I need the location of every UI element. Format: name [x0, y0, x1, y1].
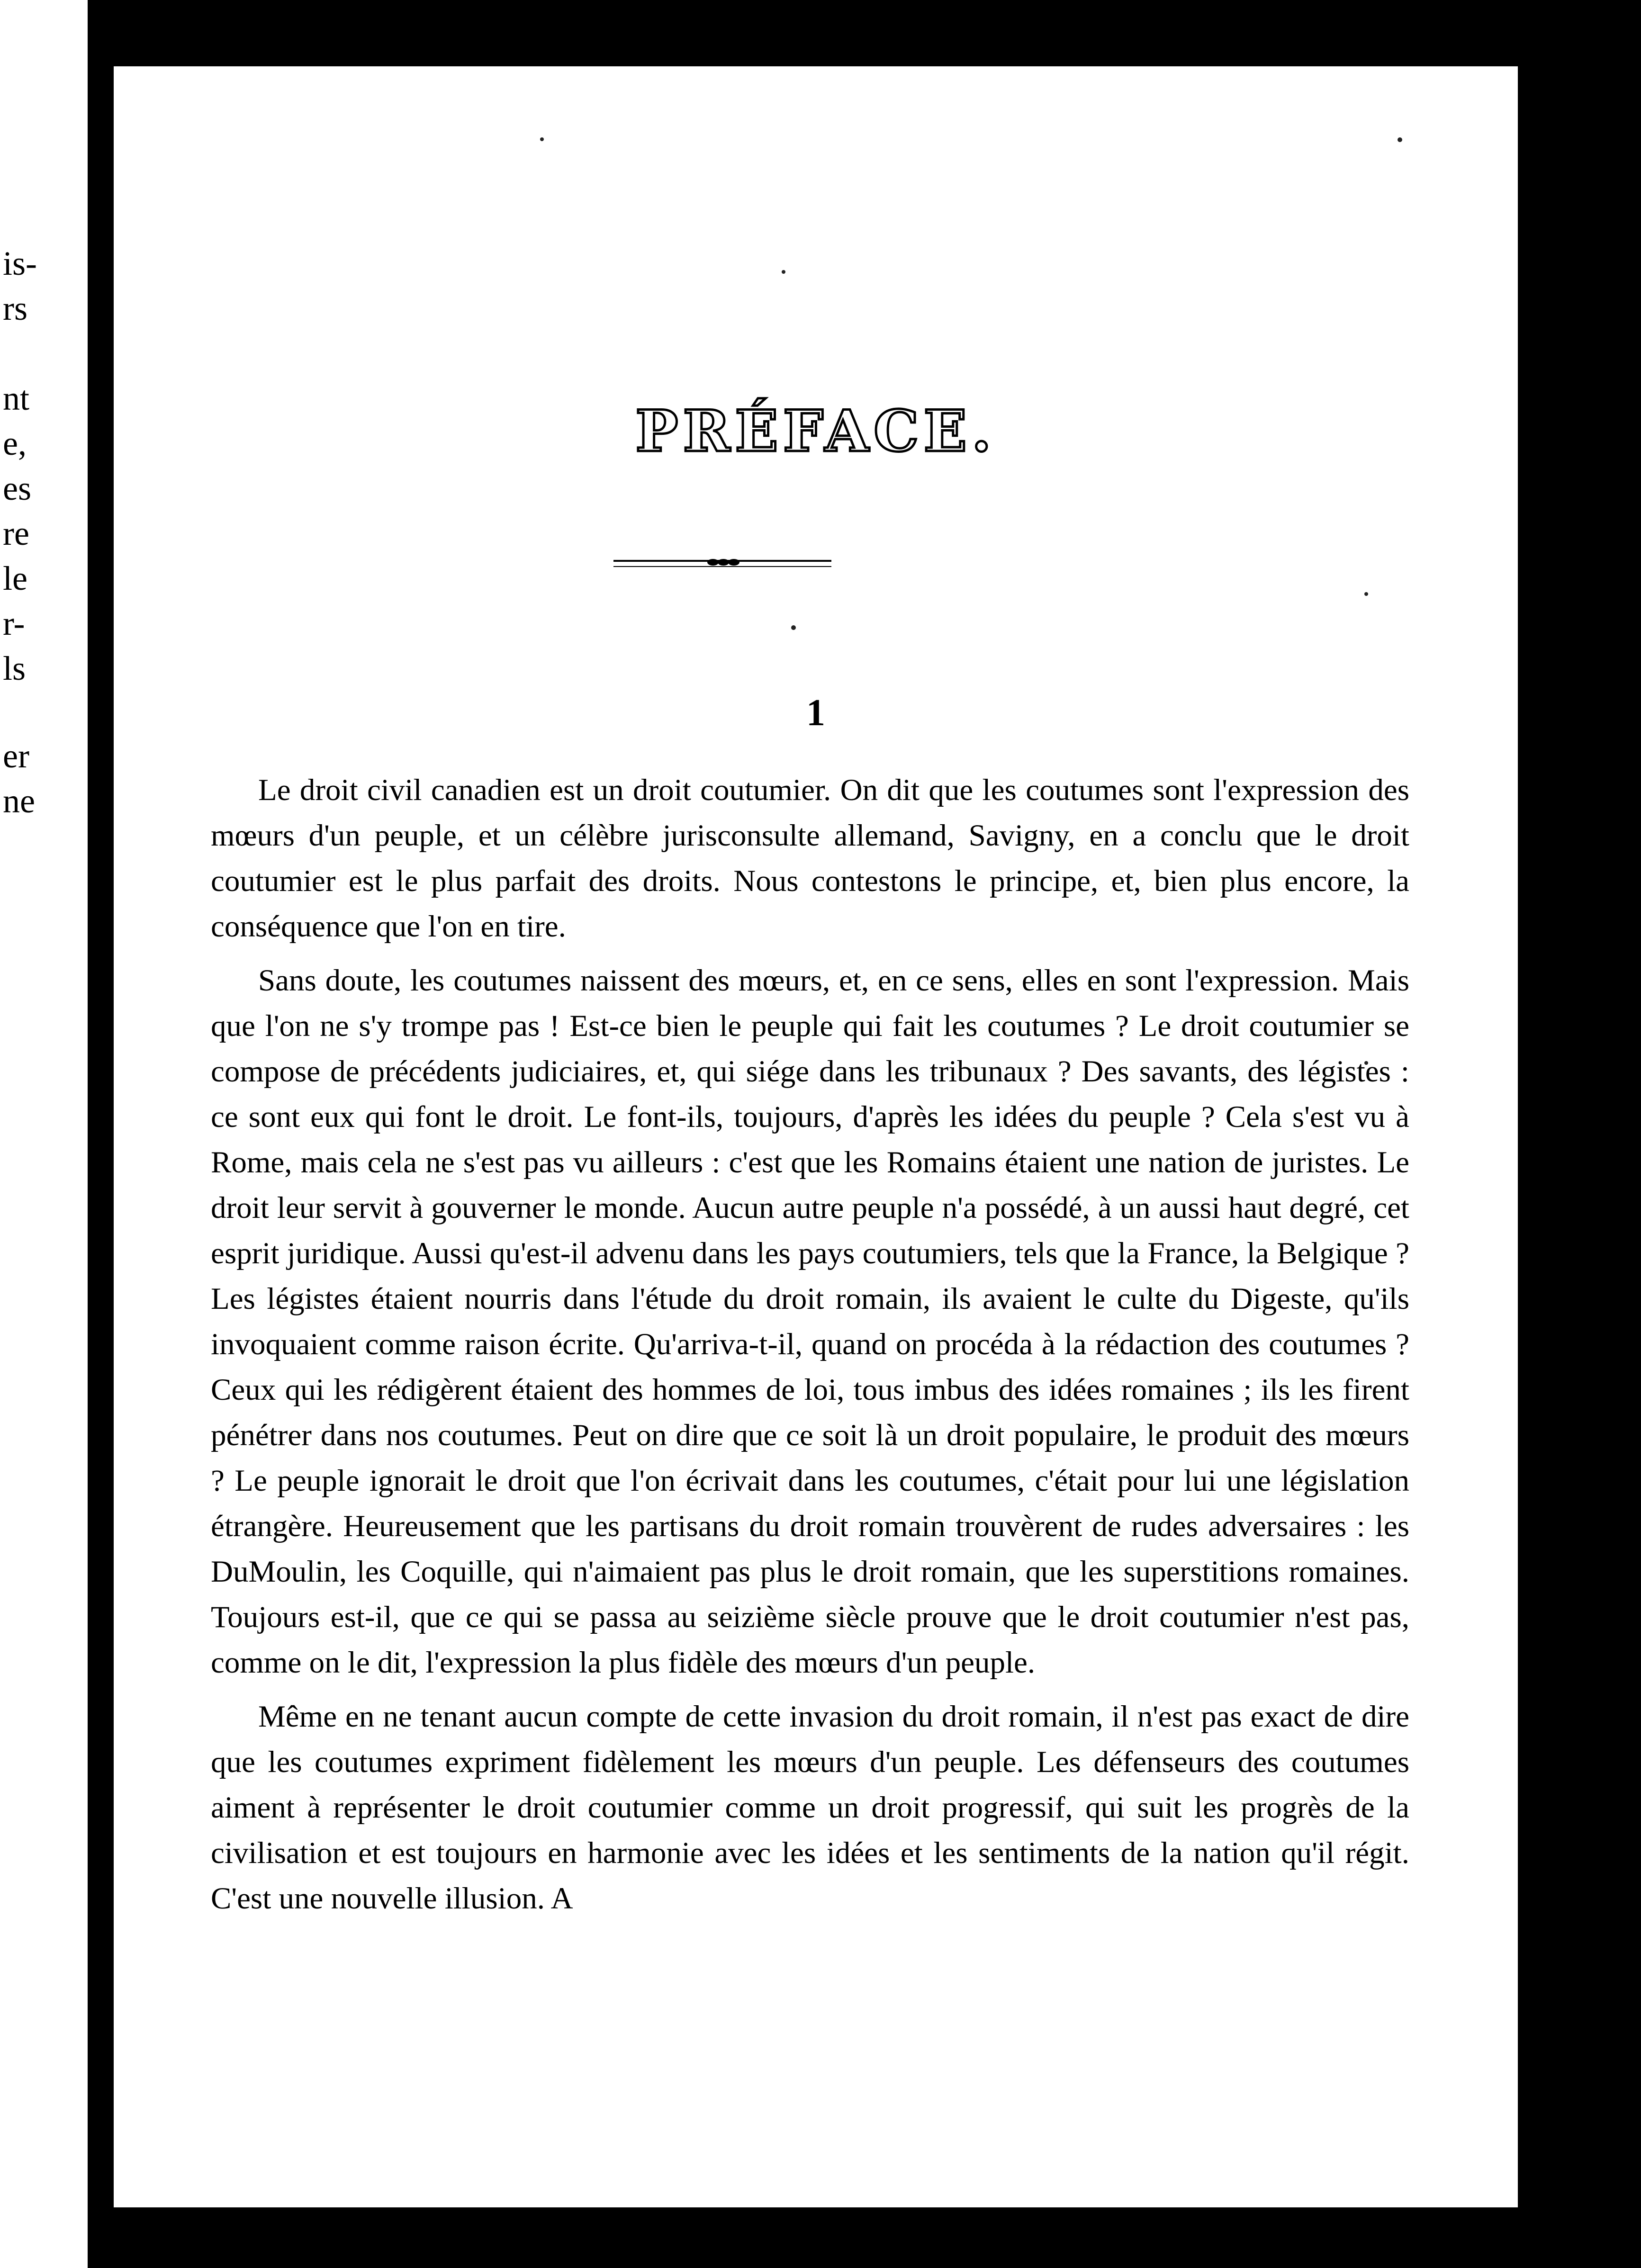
scan-speck [1364, 592, 1368, 596]
facing-line: r- [3, 604, 25, 642]
scan-speck [791, 625, 796, 630]
facing-line: es [3, 469, 31, 507]
facing-line: ne [3, 782, 35, 820]
facing-page-edge [0, 0, 88, 2268]
scan-speck [540, 137, 544, 141]
facing-line: re [3, 514, 29, 552]
facing-line: rs [3, 289, 27, 327]
paragraph: Sans doute, les coutumes naissent des mœurs, et, en ce sens, elles en sont l'expression. Mais que l'on ne s'y trompe pas ! Est-ce bien le peuple qui fait les coutumes ? Le droit coutumier se compose de précédents judiciaires, et, qui siége dans les tribunaux ? Des savants, des légistes : ce sont eux qui font le droit. Le font-ils, toujours, d'après les idées du peuple ? Cela s'est vu à Rome, mais cela ne s'est pas vu ailleurs : c'est que les Romains étaient une nation de juristes. Le droit leur servit à gouverner le monde. Aucun autre peuple n'a possédé, à un aussi haut degré, cet esprit juridique. Aussi qu'est-il advenu dans les pays coutumiers, tels que la France, la Belgique ? Les légistes étaient nourris dans l'étude du droit romain, ils avaient le culte du Digeste, qu'ils invoquaient comme raison écrite. Qu'arriva-t-il, quand on procéda à la rédaction des coutumes ? Ceux qui les rédigèrent étaient des hommes de loi, tous imbus des idées romaines ; ils les firent pénétrer dans nos coutumes. Peut on dire que ce soit là un droit populaire, le produit des mœurs ? Le peuple ignorait le droit que l'on écrivait dans les coutumes, c'était pour lui une législation étrangère. Heureusement que les partisans du droit romain trouvèrent de rudes adversaires : les DuMoulin, les Coquille, qui n'aimaient pas plus le droit romain, que les superstitions romaines. Toujours est-il, que ce qui se passa au seizième siècle prouve que le droit coutumier n'est pas, comme on le dit, l'expression la plus fidèle des mœurs d'un peuple. [211, 963, 1409, 1680]
section-number: 1 [806, 692, 825, 734]
scan-speck [782, 270, 785, 274]
facing-line: nt [3, 379, 30, 417]
book-spine [88, 0, 114, 2268]
page-title [114, 398, 1518, 465]
scan-speck [1398, 137, 1402, 142]
facing-line: e, [3, 424, 27, 462]
facing-line: le [3, 559, 27, 597]
ornamental-rule [613, 554, 831, 573]
book-page [114, 66, 1518, 2207]
facing-line: ls [3, 649, 26, 687]
facing-line: is- [3, 244, 37, 282]
page-title-text: PRÉFACE. [635, 398, 996, 465]
paragraph: Le droit civil canadien est un droit coutumier. On dit que les coutumes sont l'expression des mœurs d'un peuple, et un célèbre jurisconsulte allemand, Savigny, en a conclu que le droit coutumier est le plus parfait des droits. Nous contestons le principe, et, bien plus encore, la conséquence que l'on en tire. [211, 773, 1409, 944]
paragraph: Même en ne tenant aucun compte de cette invasion du droit romain, il n'est pas exact de dire que les coutumes expriment fidèlement les mœurs d'un peuple. Les défenseurs des coutumes aiment à représenter le droit coutumier comme un droit progressif, qui suit les progrès de la civilisation et est toujours en harmonie avec les idées et les sentiments de la nation qu'il régit. C'est une nouvelle illusion. A [211, 1700, 1409, 1916]
facing-line: er [3, 737, 29, 775]
body-text [211, 767, 1409, 1930]
